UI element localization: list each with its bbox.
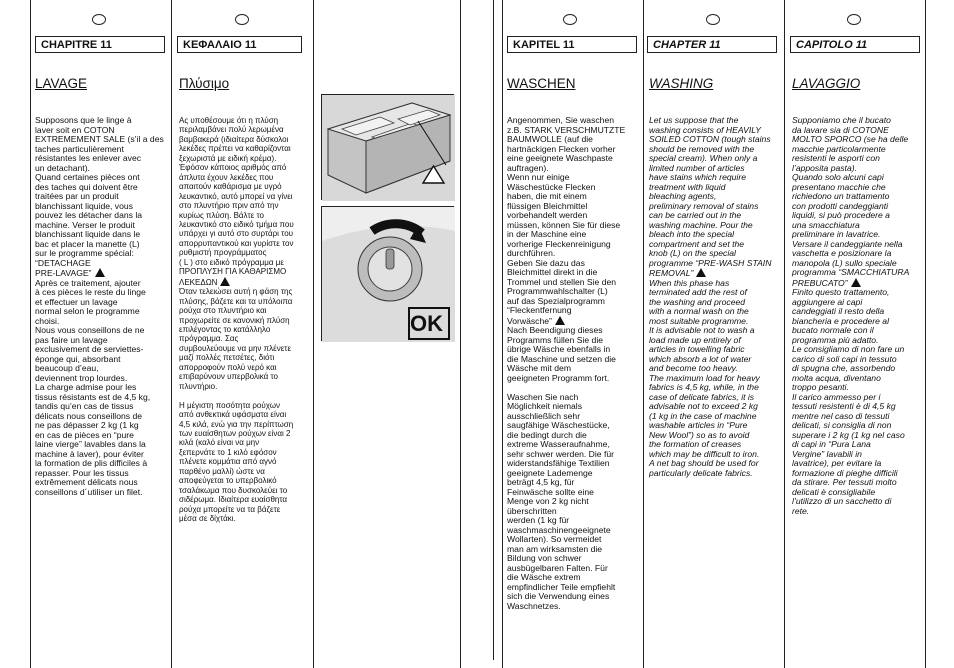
section-title-de: WASCHEN: [507, 76, 576, 91]
body-text-gr-part1: Ας υποθέσουμε ότι η πλύση περιλαμβάνει πολύ λερωμένα βαμβακερά (ιδιαίτερα δύσκολοι λεκέδες πρέπει να καθαρίζονται ξεχωριστά με ειδική κρέμα). Έφόσον κάποιος αριθμός από άπλυτα έχουν λεκέδες που απαιτούν καθάρισμα με υγρό λευκαντικό, αυτό μπορεί να γίνει στο πλυντήριο πριν από την κυρίως πλύση. Βάλτε το λευκαντικό στο ειδικό τμήμα που υπάρχει γι αυτό στο συρτάρι του απορρυπαντικού και γυρίστε τον ρυθμιστή προγράμματος ( L ) στο ειδικό πρόγραμμα με ΠΡΟΠΛΥΣΗ ΓΙΑ ΚΑΘΑΡΙΣΜΟ ΛΕΚΕΔΩΝ: [179, 116, 294, 287]
column-divider: [643, 0, 644, 668]
detergent-drawer-icon: [322, 95, 455, 201]
column-divider: [784, 0, 785, 668]
warning-triangle-icon: [696, 268, 706, 277]
chapter-heading-it: CAPITOLO 11: [790, 36, 920, 53]
body-text-it: [792, 116, 924, 516]
warning-triangle-icon: [95, 268, 105, 277]
column-divider: [502, 0, 503, 668]
page-number-oval: [92, 14, 106, 25]
column-divider: [925, 0, 926, 668]
body-text-it-part1: Supponiamo che il bucato da lavare sia di COTONE MOLTO SPORCO (se ha delle macchie particolarmente resistenti le asporti con l’apposita pasta). Quando solo alcuni capi presentano macchie che richiedono un trattamento con prodotti candeggianti liquidi, si può procedere a una smacchiatura preliminare in lavatrice. Versare il candeggiante nella vaschetta e posizionare la manopola (L) sullo speciale programma “SMACCHIATURA PREBUCATO”: [792, 115, 910, 288]
body-text-fr-part2: Après ce traitement, ajouter à ces pièces le reste du linge et effectuer un lavage normal selon le programme choisi. Nous vous conseillons de ne pas faire un lavage exclusivement de serviettes- éponge qui, absorbant beaucoup d’eau, deviennent trop lourdes. La charge admise pour les tissus résistants est de 4,5 kg, tandis qu’en cas de tissus délicats nous conseillons de ne pas dépasser 2 kg (1 kg en cas de pièces en “pure laine vierge” lavables dans la machine à laver), pour éviter la formation de plis difficiles à repasser. Pour les tissus extrêmement délicats nous conseillons d´utiliser un filet.: [35, 277, 151, 497]
detergent-drawer-illustration: [321, 94, 454, 200]
body-text-en: [649, 116, 783, 476]
body-text-en-part1: Let us suppose that the washing consists of HEAVILY SOILED COTTON (tough stains should be removed with the special cream). When only a limited number of articles have stains which require treatment with liquid bleaching agents, preliminary removal of stains can be carried out in the washing machine. Pour the bleach into the special compartment and set the knob (L) on the special programme “PRE-WASH STAIN REMOVAL”: [649, 115, 772, 278]
chapter-heading-de: KAPITEL 11: [507, 36, 637, 53]
page-number-oval: [235, 14, 249, 25]
page-number-oval: [563, 14, 577, 25]
section-title-it: LAVAGGIO: [792, 76, 861, 91]
column-divider: [30, 0, 31, 668]
body-text-it-part2: Finito questo trattamento, aggiungere ai capi candeggiati il resto della biancheria e procedere al bucato normale con il programma più adatto. Le consigliamo di non fare un carico di soli capi in tessuto di spugna che, assorbendo molta acqua, diventano troppo pesanti. Il carico ammesso per i tessuti resistenti è di 4,5 kg mentre nel caso di tessuti delicati, si consiglia di non superare i 2 kg (1 kg nel caso di capi in “Pura Lana Vergine” lavabili in lavatrice), per evitare la formazione di pieghe difficili da stirare. Per tessuti molto delicati è consigliabile l’utilizzo di un sacchetto di rete.: [792, 287, 905, 516]
warning-triangle-icon: [220, 277, 230, 286]
section-title-en: WASHING: [649, 76, 714, 91]
section-title-fr: LAVAGE: [35, 76, 88, 91]
section-title-gr: Πλύσιμο: [179, 76, 230, 91]
body-text-fr-part1: Supposons que le linge à laver soit en COTON EXTREMEMENT SALE (s’il a des taches particulièrement résistantes les enlever avec un detachant). Quand certaines pièces ont des taches qui doivent être traitées par un produit blanchissant liquide, vous pouvez les détacher dans la machine. Verser le produit blanchissant liquide dans le bac et placer la manette (L) sur le programme spécial: “DETACHAGE PRE-LAVAGE”: [35, 115, 164, 278]
page-number-oval: [847, 14, 861, 25]
chapter-heading-fr: CHAPITRE 11: [35, 36, 165, 53]
ok-label: OK: [410, 311, 443, 336]
chapter-heading-en: CHAPTER 11: [647, 36, 777, 53]
warning-triangle-icon: [555, 316, 565, 325]
body-text-gr: [179, 116, 313, 524]
body-text-fr: [35, 116, 169, 496]
body-text-en-part2: When this phase has terminated add the rest of the washing and proceed with a normal wash on the most suitable programme. It is advisable not to wash a load made up entirely of articles in towelling fabric which absorb a lot of water and become too heavy. The maximum load for heavy fabrics is 4,5 kg, while, in the case of delicate fabrics, it is advisable not to exceed 2 kg (1 kg in the case of machine washable articles in “Pure New Wool”) so as to avoid the formation of creases which may be difficult to iron. A net bag should be used for particularly delicate fabrics.: [649, 277, 760, 478]
warning-triangle-icon: [851, 278, 861, 287]
body-text-gr-part2: Όταν τελειώσει αυτή η φάση της πλύσης, βάζετε και τα υπόλοιπα ρούχα στο πλυντήριο και προχωρείτε σε κανονική πλύση επιλέγοντας το κατάλληλο πρόγραμμα. Σας συμβουλεύουμε να μην πλένετε μαζί πολλές πετσέτες, διότι απορροφούν πολύ νερό και επιβαρύνουν υπερβολικά το πλυντήριο. Η μέγιστη ποσότητα ρούχων από ανθεκτικά υφάσματα είναι 4,5 κιλά, ενώ για την περίπτωση των ευαίσθητων ρούχων είναι 2 κιλά (καλό είναι να μην ξεπερνάτε το 1 κιλό εφόσον πλένετε κομμάτια από αγνό παρθένο μαλλί) ώστε να αποφεύγεται το υπερβολικό τσαλάκωμα που δυσκολεύει το σιδέρωμα. Ιδιαίτερα ευαίσθητα ρούχα μπορείτε να τα βάζετε μέσα σε δίχτάκι.: [179, 287, 294, 524]
body-text-de-part2: Nach Beendigung dieses Programms füllen Sie die übrige Wäsche ebenfalls in die Maschine und setzen die Wäsche mit dem geeigneten Programm fort. Waschen Sie nach Möglichkeit niemals ausschließlich sehr saugfähige Wäschestücke, die bedingt durch die extreme Wasseraufnahme, sehr schwer werden. Die für widerstandsfähige Textilien geeignete Lademenge beträgt 4,5 kg, für Feinwäsche sollte eine Menge von 2 kg nicht überschritten werden (1 kg für waschmaschinengeeignete Wollarten). So vermeidet man am wirksamsten die Bildung von schwer ausbügelbaren Falten. Für die Wäsche extrem empfindlicher Teile empfiehlt sich die Verwendung eines Waschnetzes.: [507, 325, 616, 611]
body-text-de-part1: Angenommen, Sie waschen z.B. STARK VERSCHMUTZTE BAUMWOLLE (auf die hartnäckigen Flecken vorher eine geeignete Waschpaste auftragen). Wenn nur einige Wäschestücke Flecken haben, die mit einem flüssigen Bleichmittel vorbehandelt werden müssen, können Sie für diese in der Maschine eine vorherige Fleckenreinigung durchführen. Geben Sie dazu das Bleichmittel direkt in die Trommel und stellen Sie den Programmwahlschalter (L) auf das Spezialprogramm “Fleckentfernung Vorwäsche”: [507, 115, 626, 326]
body-text-de: [507, 115, 643, 611]
column-divider: [460, 0, 461, 668]
column-divider: [313, 0, 314, 668]
column-divider: [171, 0, 172, 668]
programme-knob-illustration: [321, 206, 454, 341]
page-number-oval: [706, 14, 720, 25]
page-fold: [493, 0, 494, 660]
chapter-heading-gr: ΚΕΦΑΛΑΙΟ 11: [177, 36, 302, 53]
